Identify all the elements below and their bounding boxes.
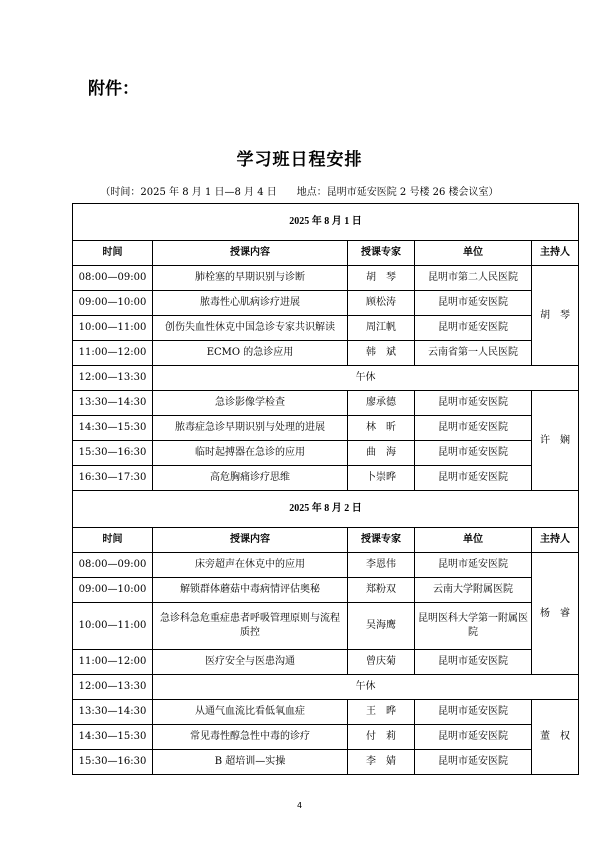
- time-cell: 13:30—14:30: [73, 700, 153, 725]
- expert-cell: 吴海鹰: [348, 603, 415, 650]
- break-row: [73, 366, 579, 391]
- break-time-cell: 12:00—13:30: [73, 366, 153, 391]
- table-row: [73, 650, 579, 675]
- schedule-subtitle: （时间：2025 年 8 月 1 日—8 月 4 日 地点：昆明市延安医院 2 号楼 26 楼会议室）: [100, 187, 499, 198]
- date-row: [73, 491, 579, 528]
- host-header: 主持人: [532, 241, 579, 266]
- table-row: [73, 416, 579, 441]
- unit-cell: 昆明市延安医院: [415, 750, 532, 775]
- time-cell: 09:00—10:00: [73, 291, 153, 316]
- time-cell: 11:00—12:00: [73, 341, 153, 366]
- page-title: 学习班日程安排: [236, 150, 363, 170]
- topic-cell: 常见毒性醇急性中毒的诊疗: [153, 725, 348, 750]
- topic-cell: 肺栓塞的早期识别与诊断: [153, 266, 348, 291]
- time-cell: 11:00—12:00: [73, 650, 153, 675]
- topic-cell: 急诊影像学检查: [153, 391, 348, 416]
- table-row: [73, 266, 579, 291]
- unit-cell: 昆明市延安医院: [415, 441, 532, 466]
- unit-cell: 昆明市延安医院: [415, 650, 532, 675]
- date-row: [73, 204, 579, 241]
- page-number: 4: [296, 801, 303, 810]
- topic-cell: 脓毒症急诊早期识别与处理的进展: [153, 416, 348, 441]
- break-label-cell: 午休: [153, 675, 579, 700]
- date-cell: 2025 年 8 月 2 日: [73, 491, 579, 528]
- unit-cell: 云南省第一人民医院: [415, 341, 532, 366]
- table-row: [73, 341, 579, 366]
- expert-header: 授课专家: [348, 241, 415, 266]
- table-row: [73, 391, 579, 416]
- expert-cell: 曾庆菊: [348, 650, 415, 675]
- unit-cell: 昆明医科大学第一附属医院: [415, 603, 532, 650]
- expert-cell: 顾松涛: [348, 291, 415, 316]
- expert-cell: 李恩伟: [348, 553, 415, 578]
- time-cell: 14:30—15:30: [73, 416, 153, 441]
- host-cell: 董 权: [532, 700, 579, 775]
- unit-cell: 昆明市第二人民医院: [415, 266, 532, 291]
- host-cell: 胡 琴: [532, 266, 579, 366]
- unit-cell: 昆明市延安医院: [415, 391, 532, 416]
- host-header: 主持人: [532, 528, 579, 553]
- host-cell: 杨 睿: [532, 553, 579, 675]
- header-row: [73, 241, 579, 266]
- time-cell: 09:00—10:00: [73, 578, 153, 603]
- table-row: [73, 578, 579, 603]
- topic-cell: 脓毒性心肌病诊疗进展: [153, 291, 348, 316]
- topic-cell: ECMO 的急诊应用: [153, 341, 348, 366]
- expert-cell: 廖承德: [348, 391, 415, 416]
- expert-cell: 郑粉双: [348, 578, 415, 603]
- table-row: [73, 553, 579, 578]
- break-row: [73, 675, 579, 700]
- topic-cell: 急诊科急危重症患者呼吸管理原则与流程质控: [153, 603, 348, 650]
- time-cell: 13:30—14:30: [73, 391, 153, 416]
- expert-cell: 李 婧: [348, 750, 415, 775]
- expert-cell: 周江帆: [348, 316, 415, 341]
- topic-cell: 解锁群体蘑菇中毒病情评估奥秘: [153, 578, 348, 603]
- expert-cell: 林 昕: [348, 416, 415, 441]
- topic-cell: 床旁超声在休克中的应用: [153, 553, 348, 578]
- table-row: [73, 316, 579, 341]
- break-label-cell: 午休: [153, 366, 579, 391]
- schedule-table: [72, 203, 579, 775]
- topic-header: 授课内容: [153, 528, 348, 553]
- time-cell: 14:30—15:30: [73, 725, 153, 750]
- unit-header: 单位: [415, 241, 532, 266]
- unit-header: 单位: [415, 528, 532, 553]
- header-row: [73, 528, 579, 553]
- table-row: [73, 291, 579, 316]
- table-row: [73, 750, 579, 775]
- topic-cell: 创伤失血性休克中国急诊专家共识解读: [153, 316, 348, 341]
- topic-cell: 从通气血流比看低氧血症: [153, 700, 348, 725]
- attachment-label: 附件：: [88, 79, 139, 99]
- time-cell: 16:30—17:30: [73, 466, 153, 491]
- time-cell: 08:00—09:00: [73, 266, 153, 291]
- unit-cell: 昆明市延安医院: [415, 291, 532, 316]
- unit-cell: 昆明市延安医院: [415, 553, 532, 578]
- topic-cell: 医疗安全与医患沟通: [153, 650, 348, 675]
- topic-header: 授课内容: [153, 241, 348, 266]
- expert-cell: 王 晔: [348, 700, 415, 725]
- unit-cell: 昆明市延安医院: [415, 725, 532, 750]
- table-row: [73, 725, 579, 750]
- table-row: [73, 700, 579, 725]
- time-cell: 08:00—09:00: [73, 553, 153, 578]
- unit-cell: 昆明市延安医院: [415, 466, 532, 491]
- unit-cell: 昆明市延安医院: [415, 700, 532, 725]
- expert-cell: 付 莉: [348, 725, 415, 750]
- expert-cell: 韩 斌: [348, 341, 415, 366]
- topic-cell: 临时起搏器在急诊的应用: [153, 441, 348, 466]
- table-row: [73, 441, 579, 466]
- unit-cell: 昆明市延安医院: [415, 316, 532, 341]
- break-time-cell: 12:00—13:30: [73, 675, 153, 700]
- time-header: 时间: [73, 241, 153, 266]
- expert-header: 授课专家: [348, 528, 415, 553]
- table-row: [73, 466, 579, 491]
- time-cell: 10:00—11:00: [73, 603, 153, 650]
- schedule-body: [73, 204, 579, 775]
- time-cell: 15:30—16:30: [73, 750, 153, 775]
- host-cell: 许 娴: [532, 391, 579, 491]
- expert-cell: 胡 琴: [348, 266, 415, 291]
- expert-cell: 卜崇晔: [348, 466, 415, 491]
- topic-cell: B 超培训—实操: [153, 750, 348, 775]
- topic-cell: 高危胸痛诊疗思维: [153, 466, 348, 491]
- table-row: [73, 603, 579, 650]
- unit-cell: 昆明市延安医院: [415, 416, 532, 441]
- time-header: 时间: [73, 528, 153, 553]
- date-cell: 2025 年 8 月 1 日: [73, 204, 579, 241]
- unit-cell: 云南大学附属医院: [415, 578, 532, 603]
- time-cell: 15:30—16:30: [73, 441, 153, 466]
- expert-cell: 曲 海: [348, 441, 415, 466]
- time-cell: 10:00—11:00: [73, 316, 153, 341]
